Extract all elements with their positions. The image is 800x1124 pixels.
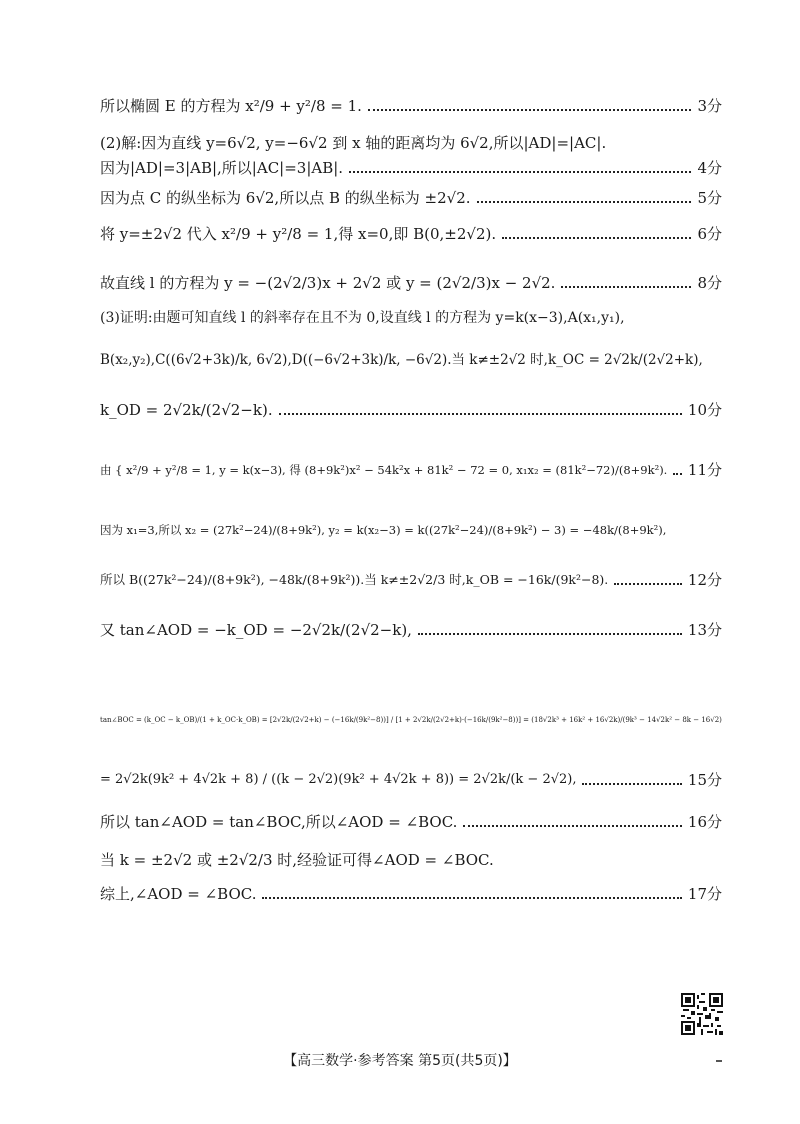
line-text: 又 tan∠AOD = −k_OD = −2√2k/(2√2−k), — [100, 621, 412, 639]
line-text: = 2√2k(9k² + 4√2k + 8) / ((k − 2√2)(9k² + 4√2k + 8)) = 2√2k/(k − 2√2), — [100, 772, 577, 787]
line-text: 由 { x²/9 + y²/8 = 1, y = k(x−3), 得 (8+9k²)x² − 54k²x + 81k² − 72 = 0, x₁x₂ = (81k²−72)/(8+9k²). — [100, 463, 668, 477]
score-label: 17分 — [687, 885, 722, 903]
dotted-leader — [349, 171, 691, 173]
solution-line-14 — [100, 690, 722, 750]
solution-line-8 — [100, 350, 722, 370]
solution-line-12 — [100, 570, 722, 590]
dotted-leader — [477, 201, 692, 203]
line-text: 因为|AD|=3|AB|,所以|AC|=3|AB|. — [100, 159, 344, 177]
solution-line-11 — [100, 520, 722, 540]
solution-line-2 — [100, 133, 722, 153]
line-text: (3)证明:由题可知直线 l 的斜率存在且不为 0,设直线 l 的方程为 y=k(x−3),A(x₁,y₁), — [100, 310, 625, 326]
dotted-leader — [418, 633, 682, 635]
score-label: 16分 — [687, 813, 722, 831]
solution-line-10 — [100, 460, 722, 480]
line-text: 故直线 l 的方程为 y = −(2√2/3)x + 2√2 或 y = (2√2/3)x − 2√2. — [100, 274, 556, 292]
line-text: 将 y=±2√2 代入 x²/9 + y²/8 = 1,得 x=0,即 B(0,±2√2). — [100, 225, 497, 243]
solution-line-7 — [100, 308, 722, 328]
score-label: 6分 — [697, 225, 722, 243]
line-text: k_OD = 2√2k/(2√2−k). — [100, 401, 273, 419]
qr-code-icon — [681, 993, 723, 1035]
solution-line-17 — [100, 850, 722, 870]
score-label: 3分 — [697, 97, 722, 115]
score-label: 10分 — [687, 401, 722, 419]
solution-line-5 — [100, 224, 722, 244]
solution-line-18 — [100, 884, 722, 904]
solution-line-9 — [100, 400, 722, 420]
dotted-leader — [673, 473, 682, 475]
dotted-leader — [463, 825, 681, 827]
score-label: 11分 — [687, 461, 722, 479]
line-text: (2)解:因为直线 y=6√2, y=−6√2 到 x 轴的距离均为 6√2,所以|AD|=|AC|. — [100, 134, 607, 152]
line-text: 因为点 C 的纵坐标为 6√2,所以点 B 的纵坐标为 ±2√2. — [100, 189, 471, 207]
corner-mark — [716, 1060, 722, 1062]
page-footer: 【高三数学·参考答案 第5页(共5页)】 — [283, 1053, 517, 1069]
solution-line-15 — [100, 770, 722, 790]
solution-line-13 — [100, 620, 722, 640]
solution-line-16 — [100, 812, 722, 832]
dotted-leader — [614, 583, 682, 585]
score-label: 12分 — [687, 571, 722, 589]
solution-line-4 — [100, 188, 722, 208]
line-text: 综上,∠AOD = ∠BOC. — [100, 885, 257, 903]
score-label: 13分 — [687, 621, 722, 639]
dotted-leader — [279, 413, 682, 415]
solution-line-3 — [100, 158, 722, 178]
solution-line-6 — [100, 273, 722, 293]
score-label: 5分 — [697, 189, 722, 207]
line-text: B(x₂,y₂),C((6√2+3k)/k, 6√2),D((−6√2+3k)/k, −6√2).当 k≠±2√2 时,k_OC = 2√2k/(2√2+k), — [100, 352, 703, 368]
solution-line-1 — [100, 96, 722, 116]
line-text: 所以 B((27k²−24)/(8+9k²), −48k/(8+9k²)).当 k≠±2√2/3 时,k_OB = −16k/(9k²−8). — [100, 572, 609, 587]
score-label: 4分 — [697, 159, 722, 177]
score-label: 15分 — [687, 771, 722, 789]
line-text: 因为 x₁=3,所以 x₂ = (27k²−24)/(8+9k²), y₂ = k(x₂−3) = k((27k²−24)/(8+9k²) − 3) = −48k/(8+9k²), — [100, 523, 667, 537]
line-text: 当 k = ±2√2 或 ±2√2/3 时,经验证可得∠AOD = ∠BOC. — [100, 851, 494, 869]
line-text: tan∠BOC = (k_OC − k_OB)/(1 + k_OC·k_OB) = [2√2k/(2√2+k) − (−16k/(9k²−8))] / [1 + 2√2k/(2√2+k)·(−16k/(9k²−8))] = (18√2k³ + 16k² + 16√2k)/(9k³ − 14√2k² − 8k − 16√2) — [100, 716, 722, 724]
dotted-leader — [561, 286, 691, 288]
dotted-leader — [582, 783, 681, 785]
line-text: 所以 tan∠AOD = tan∠BOC,所以∠AOD = ∠BOC. — [100, 813, 458, 831]
dotted-leader — [262, 897, 681, 899]
line-text: 所以椭圆 E 的方程为 x²/9 + y²/8 = 1. — [100, 97, 362, 115]
dotted-leader — [502, 237, 691, 239]
score-label: 8分 — [697, 274, 722, 292]
dotted-leader — [368, 109, 692, 111]
